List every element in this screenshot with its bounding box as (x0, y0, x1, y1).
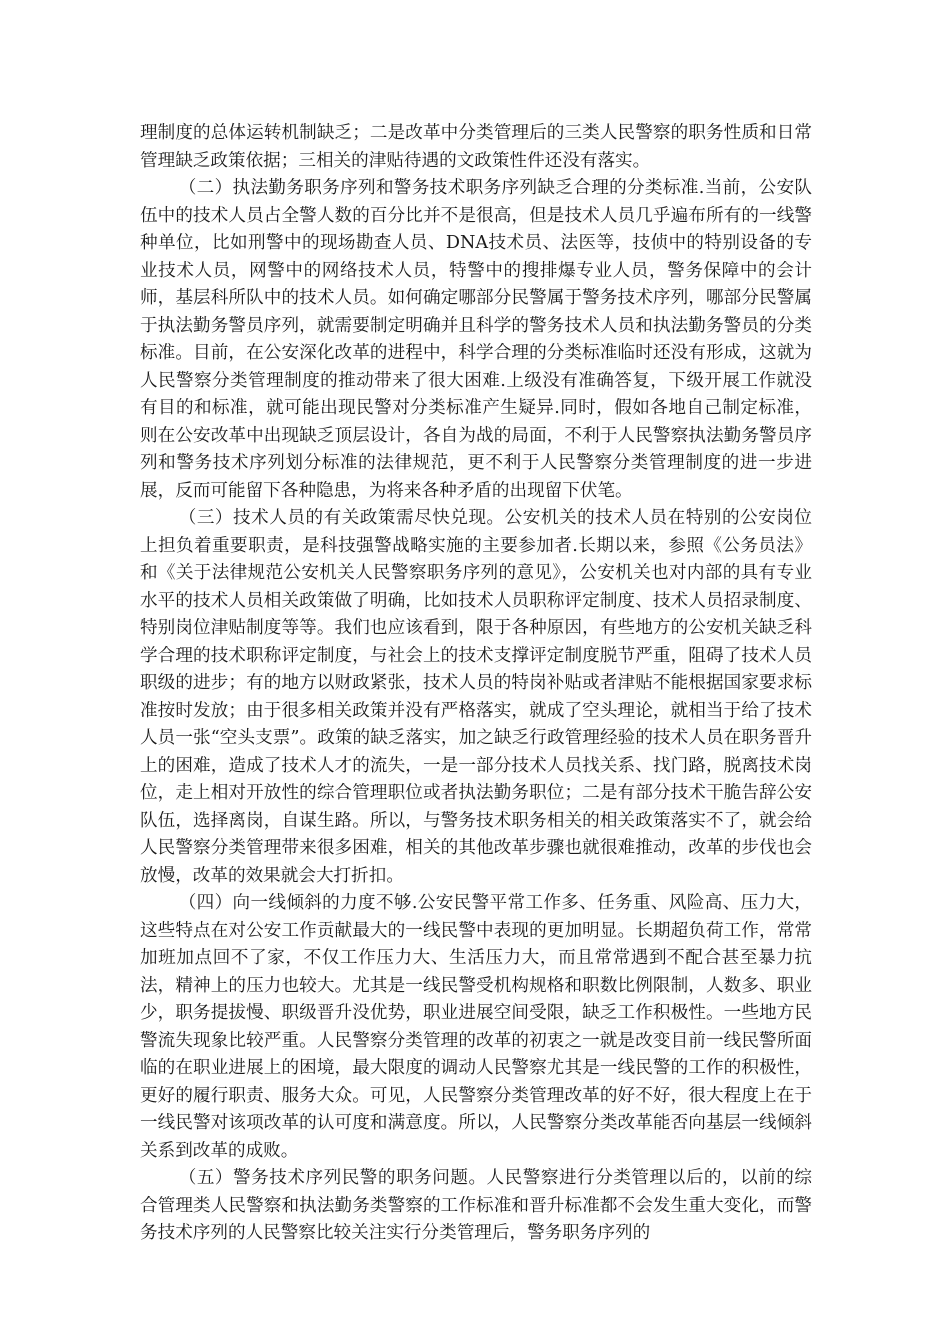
paragraph-section-5: （五）警务技术序列民警的职务问题。人民警察进行分类管理以后的，以前的综合管理类人民警察和执法勤务类警察的工作标准和晋升标准都不会发生重大变化，而警务技术序列的人民警察比较关注实行分类管理后，警务职务序列的 (140, 1168, 812, 1243)
paragraph-section-3: （三）技术人员的有关政策需尽快兑现。公安机关的技术人员在特别的公安岗位上担负着重要职责，是科技强警战略实施的主要参加者.长期以来，参照《公务员法》和《关于法律规范公安机关人民警察职务序列的意见》，公安机关也对内部的具有专业水平的技术人员相关政策做了明确，比如技术人员职称评定制度、技术人员招录制度、特别岗位津贴制度等等。我们也应该看到，限于各种原因，有些地方的公安机关缺乏科学合理的技术职称评定制度，与社会上的技术支撑评定制度脱节严重，阻碍了技术人员职级的进步；有的地方以财政紧张，技术人员的特岗补贴或者津贴不能根据国家要求标准按时发放；由于很多相关政策并没有严格落实，就成了空头理论，就相当于给了技术人员一张“空头支票”。政策的缺乏落实，加之缺乏行政管理经验的技术人员在职务晋升上的困难，造成了技术人才的流失，一是一部分技术人员找关系、找门路，脱离技术岗位，走上相对开放性的综合管理职位或者执法勤务职位；二是有部分技术干脆告辞公安队伍，选择离岗，自谋生路。所以，与警务技术职务相关的相关政策落实不了，就会给人民警察分类管理带来很多困难，相关的其他改革步骤也就很难推动，改革的步伐也会放慢，改革的效果就会大打折扣。 (140, 508, 812, 886)
document-body (140, 120, 812, 1248)
paragraph-section-2: （二）执法勤务职务序列和警务技术职务序列缺乏合理的分类标准.当前，公安队伍中的技术人员占全警人数的百分比并不是很高，但是技术人员几乎遍布所有的一线警种单位，比如刑警中的现场勘查人员、DNA技术员、法医等，技侦中的特别设备的专业技术人员，网警中的网络技术人员，特警中的搜排爆专业人员，警务保障中的会计师，基层科所队中的技术人员。如何确定哪部分民警属于警务技术序列，哪部分民警属于执法勤务警员序列，就需要制定明确并且科学的警务技术人员和执法勤务警员的分类标准。目前，在公安深化改革的进程中，科学合理的分类标准临时还没有形成，这就为人民警察分类管理制度的推动带来了很大困难.上级没有准确答复，下级开展工作就没有目的和标准，就可能出现民警对分类标准产生疑异.同时，假如各地自己制定标准，则在公安改革中出现缺乏顶层设计，各自为战的局面，不利于人民警察执法勤务警员序列和警务技术序列划分标准的法律规范，更不利于人民警察分类管理制度的进一步进展，反而可能留下各种隐患，为将来各种矛盾的出现留下伏笔。 (140, 178, 812, 501)
paragraph-continuation: 理制度的总体运转机制缺乏；二是改革中分类管理后的三类人民警察的职务性质和日常管理缺乏政策依据；三相关的津贴待遇的文政策性件还没有落实。 (140, 123, 812, 171)
paragraph-section-4: （四）向一线倾斜的力度不够.公安民警平常工作多、任务重、风险高、压力大，这些特点在对公安工作贡献最大的一线民警中表现的更加明显。长期超负荷工作，常常加班加点回不了家，不仅工作压力大、生活压力大，而且常常遇到不配合甚至暴力抗法，精神上的压力也较大。尤其是一线民警受机构规格和职数比例限制，人数多、职业少，职务提拔慢、职级晋升没优势，职业进展空间受限，缺乏工作积极性。一些地方民警流失现象比较严重。人民警察分类管理的改革的初衷之一就是改变目前一线民警所面临的在职业进展上的困境，最大限度的调动人民警察尤其是一线民警的工作的积极性，更好的履行职责、服务大众。可见，人民警察分类管理改革的好不好，很大程度上在于一线民警对该项改革的认可度和满意度。所以，人民警察分类改革能否向基层一线倾斜关系到改革的成败。 (140, 893, 812, 1161)
